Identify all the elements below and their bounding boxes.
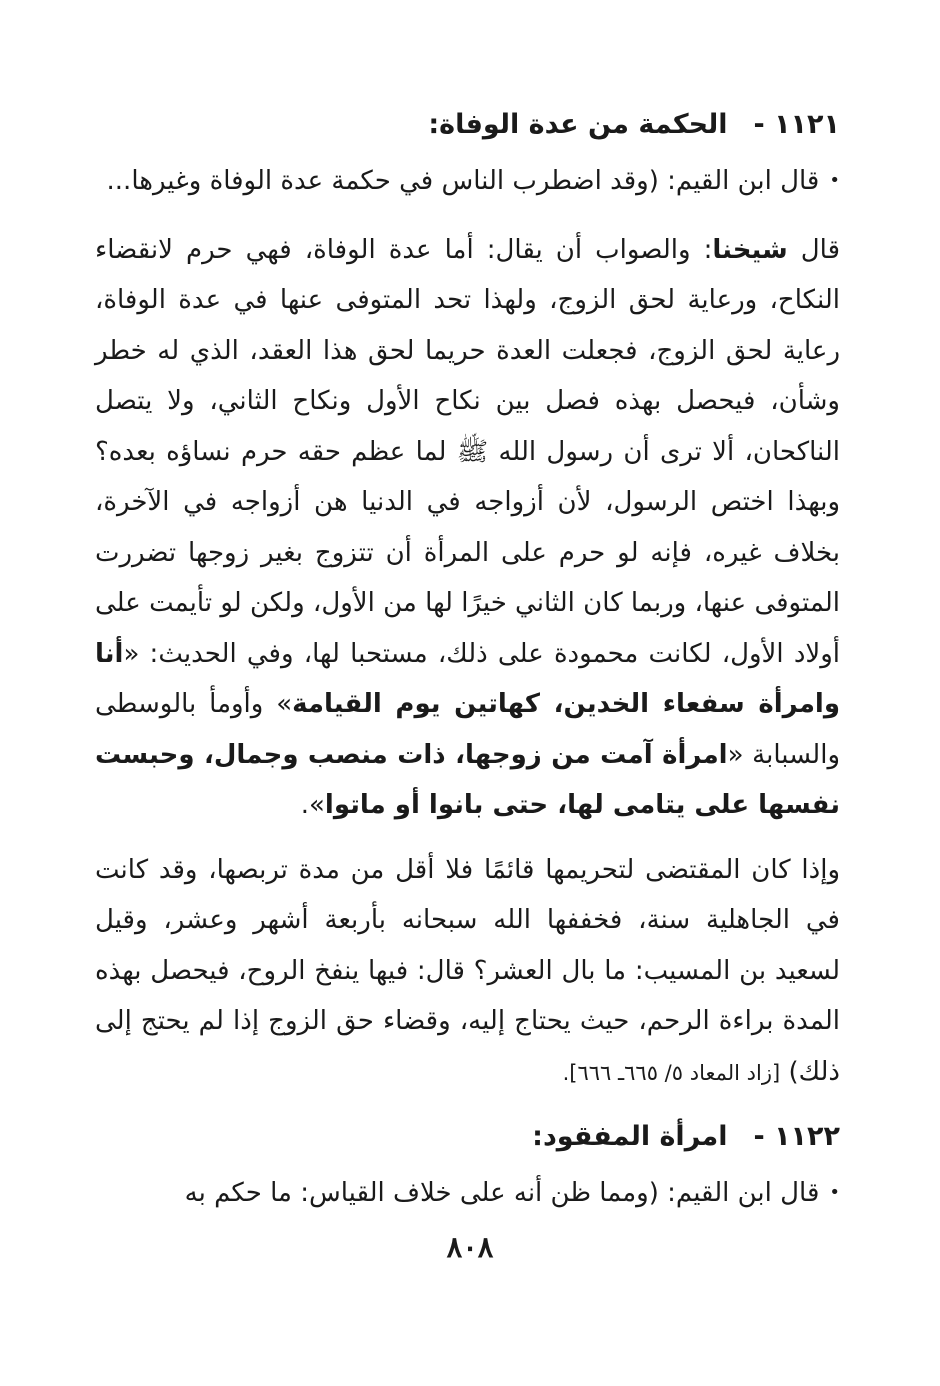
quote-text: قال ابن القيم: (وقد اضطرب الناس في حكمة عدة الوفاة وغيرها... bbox=[106, 166, 820, 196]
section-title: الحكمة من عدة الوفاة: bbox=[428, 109, 728, 140]
hadith-text: أنا وامرأة سفعاء الخدين، كهاتين يوم القيامة bbox=[95, 638, 840, 719]
bullet-icon: • bbox=[829, 170, 840, 191]
hadith-text: امرأة آمت من زوجها، ذات منصب وجمال، وحبست نفسها على يتامى لها، حتى بانوا أو ماتوا bbox=[95, 739, 840, 820]
body-paragraph-2 bbox=[95, 845, 840, 1099]
section-number: ١١٢٢ - bbox=[753, 1121, 840, 1152]
section-heading-1122 bbox=[95, 1112, 840, 1162]
quote-paragraph bbox=[95, 1168, 840, 1219]
body-paragraph-1 bbox=[95, 225, 840, 831]
page-number: ٨٠٨ bbox=[446, 1230, 494, 1264]
quote-text: قال ابن القيم: (ومما ظن أنه على خلاف القياس: ما حكم به bbox=[184, 1178, 820, 1208]
body-text: قال bbox=[787, 234, 841, 265]
page-content bbox=[95, 100, 840, 1219]
body-text: » وأومأ بالوسطى والسبابة « bbox=[95, 689, 841, 770]
bold-term: شيخنا bbox=[712, 234, 788, 265]
body-text: ». bbox=[300, 790, 325, 820]
bullet-icon: • bbox=[829, 1182, 840, 1203]
body-text: وإذا كان المقتضى لتحريمها قائمًا فلا أقل من مدة تربصها، وقد كانت في الجاهلية سنة، فخففها الله سبحانه بأربعة أشهر وعشر، وقيل لسعيد بن المسيب: ما بال العشر؟ قال: فيها ينفخ الروح، فيحصل بهذه المدة براءة الرحم، حيث يحتاج إليه، وقضاء حق الزوج إذا لم يحتج إلى ذلك) bbox=[95, 854, 840, 1087]
source-reference: [زاد المعاد ٥/ ٦٦٥ـ ٦٦٦]. bbox=[562, 1060, 781, 1085]
section-title: امرأة المفقود: bbox=[532, 1121, 728, 1152]
section-heading-1121 bbox=[95, 100, 840, 150]
quote-paragraph bbox=[95, 156, 840, 207]
section-number: ١١٢١ - bbox=[753, 109, 840, 140]
body-text: : والصواب أن يقال: أما عدة الوفاة، فهي حرم لانقضاء النكاح، ورعاية لحق الزوج، ولهذا تحد المتوفى عنها في عدة الوفاة، رعاية لحق الزوج، فجعلت العدة حريما لحق هذا العقد، الذي له خطر وشأن، فيحصل بهذه فصل بين نكاح الأول ونكاح الثاني، ولا يتصل الناكحان، ألا ترى أن رسول الله ﷺ لما عظم حقه حرم نساؤه بعده؟ وبهذا اختص الرسول، لأن أزواجه في الدنيا هن أزواجه في الآخرة، بخلاف غيره، فإنه لو حرم على المرأة أن تتزوج بغير زوجها تضررت المتوفى عنها، وربما كان الثاني خيرًا لها من الأول، ولكن لو تأيمت على أولاد الأول، لكانت محمودة على ذلك، مستحبا لها، وفي الحديث: « bbox=[95, 234, 840, 669]
